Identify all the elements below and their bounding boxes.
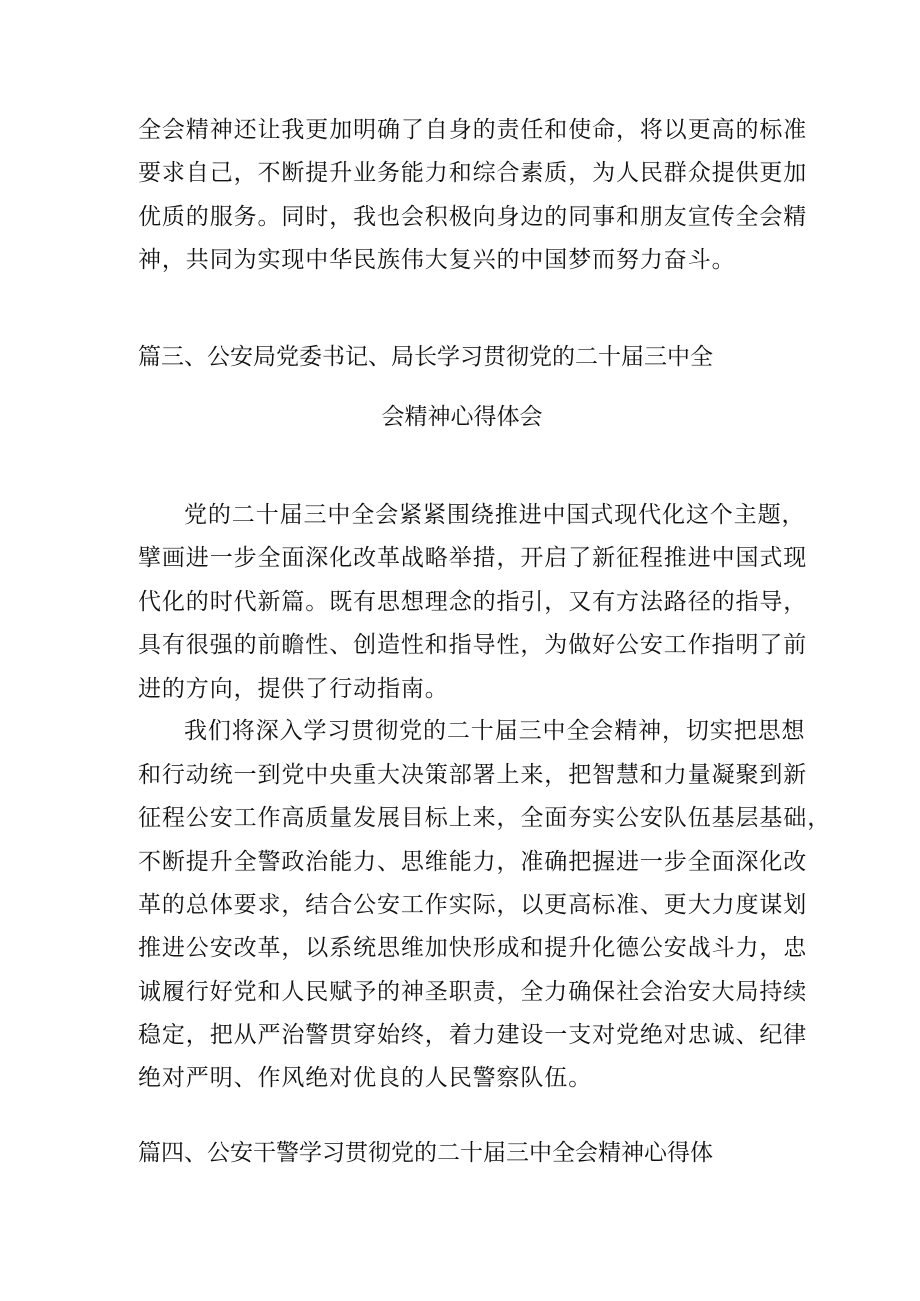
text-line: 代化的时代新篇。既有思想理念的指引，又有方法路径的指导， — [138, 589, 808, 615]
text-line: 具有很强的前瞻性、创造性和指导性，为做好公安工作指明了前 — [138, 632, 808, 658]
text-line: 进的方向，提供了行动指南。 — [138, 676, 449, 702]
text-line: 要求自己，不断提升业务能力和综合素质，为人民群众提供更加 — [138, 160, 808, 186]
heading-line: 篇四、公安干警学习贯彻党的二十届三中全会精神心得体 — [138, 1140, 713, 1166]
text-line: 党的二十届三中全会紧紧围绕推进中国式现代化这个主题， — [184, 502, 806, 528]
text-line: 稳定，把从严治警贯穿始终，着力建设一支对党绝对忠诚、纪律 — [138, 1022, 808, 1048]
text-line: 推进公安改革，以系统思维加快形成和提升化德公安战斗力，忠 — [138, 935, 808, 961]
text-line: 优质的服务。同时，我也会积极向身边的同事和朋友宣传全会精 — [138, 204, 808, 230]
text-line: 绝对严明、作风绝对优良的人民警察队伍。 — [138, 1065, 593, 1091]
text-line: 擘画进一步全面深化改革战略举措，开启了新征程推进中国式现 — [138, 545, 808, 571]
text-line: 不断提升全警政治能力、思维能力，准确把握进一步全面深化改 — [138, 849, 808, 875]
text-line: 全会精神还让我更加明确了自身的责任和使命，将以更高的标准 — [138, 117, 808, 143]
heading-line: 篇三、公安局党委书记、局长学习贯彻党的二十届三中全 — [138, 344, 713, 370]
text-line: 和行动统一到党中央重大决策部署上来，把智慧和力量凝聚到新 — [138, 762, 808, 788]
text-line: 神，共同为实现中华民族伟大复兴的中国梦而努力奋斗。 — [138, 247, 736, 273]
text-line: 征程公安工作高质量发展目标上来，全面夯实公安队伍基层基础， — [138, 805, 832, 831]
text-line: 诚履行好党和人民赋予的神圣职责，全力确保社会治安大局持续 — [138, 979, 808, 1005]
text-line: 革的总体要求，结合公安工作实际，以更高标准、更大力度谋划 — [138, 892, 808, 918]
heading-line: 会精神心得体会 — [381, 404, 543, 430]
text-line: 我们将深入学习贯彻党的二十届三中全会精神，切实把思想 — [184, 718, 806, 744]
